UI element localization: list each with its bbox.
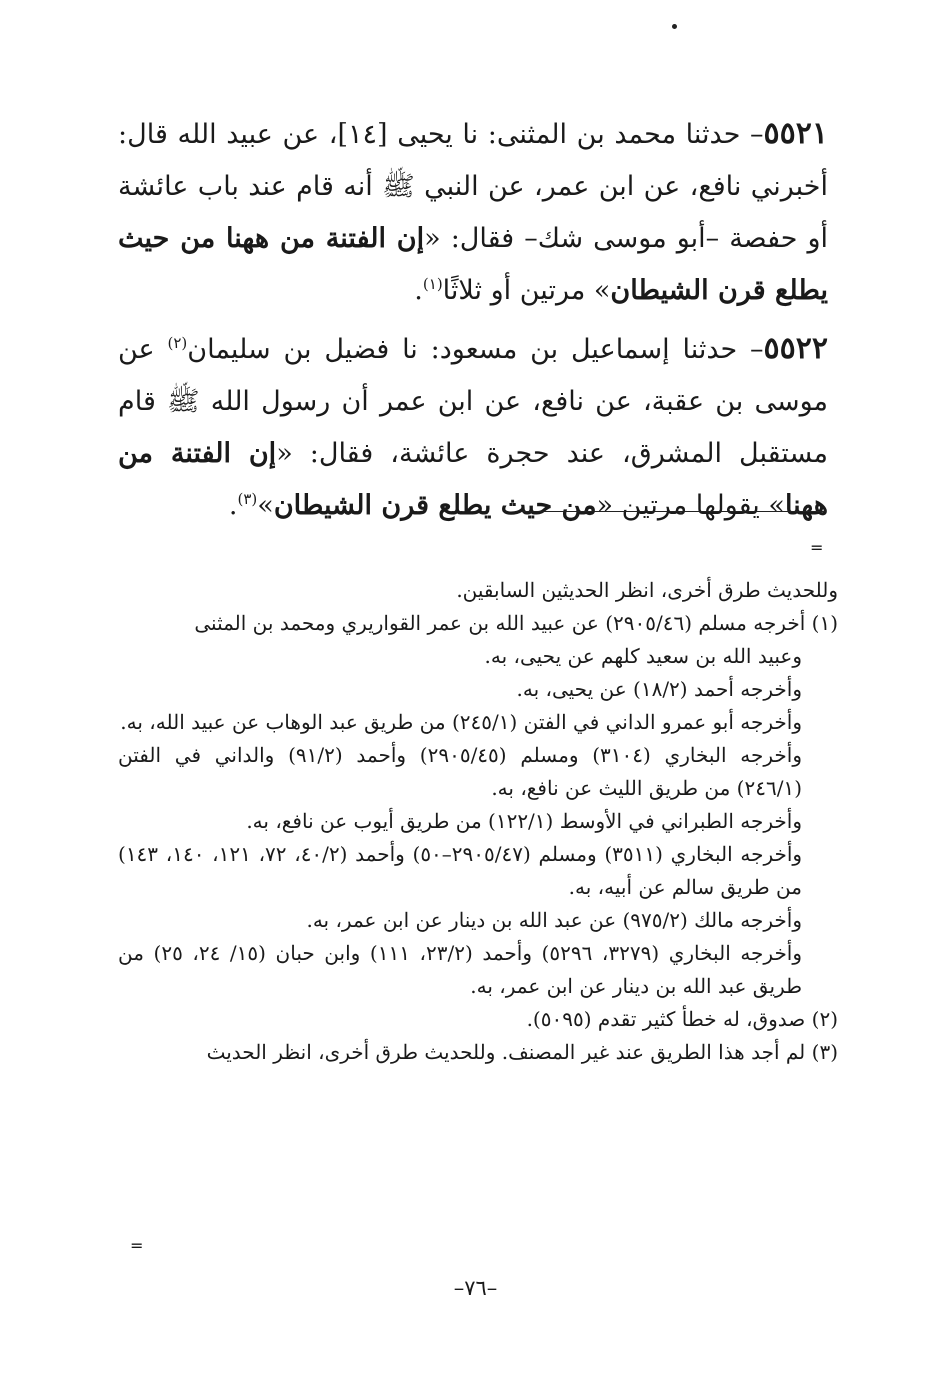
hadith-number: ٥٥٢٢ (763, 331, 828, 366)
hadith-quote-bold: إن الفتنة من ههنا من حيث يطلع قرن الشيطان (118, 223, 828, 306)
footnote-separator (520, 511, 826, 512)
hadith-5521 (118, 108, 828, 317)
continuation-mark: = (810, 538, 824, 557)
footnote-line: (٢) صدوق، له خطأ كثير تقدم (٥٠٩٥). (526, 1007, 838, 1031)
hadith-text: عن موسى بن عقبة، عن نافع، عن ابن عمر أن رسول الله ﷺ قام مستقبل المشرق، عند حجرة عائشة، فقال: « (118, 334, 828, 469)
footnote-line: (٣) لم أجد هذا الطريق عند غير المصنف. وللحديث طرق أخرى، انظر الحديث (206, 1040, 838, 1064)
footnote-line: وللحديث طرق أخرى، انظر الحديثين السابقين. (456, 578, 838, 602)
top-dot (672, 24, 677, 29)
footnotes (118, 574, 838, 1069)
hadith-end: . (414, 275, 423, 306)
footnote-ref: (٢) (167, 334, 188, 352)
footnote-ref: (٣) (237, 490, 258, 508)
footnote-line: وأخرجه الطبراني في الأوسط (١٢٢/١) من طريق أيوب عن نافع، به. (246, 809, 802, 833)
main-text (118, 108, 828, 538)
hadith-text: » (257, 490, 274, 521)
page-number: –٧٦– (453, 1276, 498, 1300)
footnote-line: (١) أخرجه مسلم (٢٩٠٥/٤٦) عن عبيد الله بن عمر القواريري ومحمد بن المثنى (194, 611, 838, 635)
footnote-line: وأخرجه البخاري (٣١٠٤) ومسلم (٢٩٠٥/٤٥) وأحمد (٩١/٢) والداني في الفتن (٢٤٦/١) من طريق الليث عن نافع، به. (118, 743, 803, 800)
hadith-text: » مرتين أو ثلاثًا (442, 275, 611, 306)
hadith-number: ٥٥٢١ (763, 116, 828, 151)
hadith-text: – حدثنا محمد بن المثنى: نا يحيى [١٤]، عن عبيد الله قال: أخبرني نافع، عن ابن عمر، عن النبي ﷺ أنه قام عند باب عائشة أو حفصة –أبو موسى شك– فقال: « (118, 119, 828, 254)
hadith-end: . (228, 490, 238, 521)
hadith-text: – حدثنا إسماعيل بن مسعود: نا فضيل بن سليمان (187, 334, 764, 365)
footnote-line: وأخرجه أحمد (١٨/٢) عن يحيى، به. (516, 677, 802, 701)
footnote-ref: (١) (422, 275, 443, 293)
footnote-line: وأخرجه البخاري (٣٥١١) ومسلم (٢٩٠٥/٤٧–٥٠) وأحمد (٤٠/٢، ٧٢، ١٢١، ١٤٠، ١٤٣) من طريق سالم عن أبيه، به. (118, 842, 803, 899)
continuation-mark: = (130, 1236, 144, 1255)
footnote-line: وأخرجه أبو عمرو الداني في الفتن (٢٤٥/١) من طريق عبد الوهاب عن عبيد الله، به. (120, 710, 802, 734)
footnote-line: وأخرجه مالك (٩٧٥/٢) عن عبد الله بن دينار عن ابن عمر، به. (306, 908, 802, 932)
hadith-quote-bold: إن الفتنة من ههنا (118, 438, 828, 521)
hadith-5522 (118, 323, 828, 532)
footnote-line: وعبيد الله بن سعيد كلهم عن يحيى، به. (484, 644, 802, 668)
footnote-line: وأخرجه البخاري (٣٢٧٩، ٥٢٩٦) وأحمد (٢٣/٢، ١١١) وابن حبان (١٥/ ٢٤، ٢٥) من طريق عبد الله بن دينار عن ابن عمر، به. (118, 941, 803, 998)
hadith-text: » يقولها مرتين « (596, 490, 785, 521)
hadith-quote-bold: من حيث يطلع قرن الشيطان (273, 490, 597, 521)
